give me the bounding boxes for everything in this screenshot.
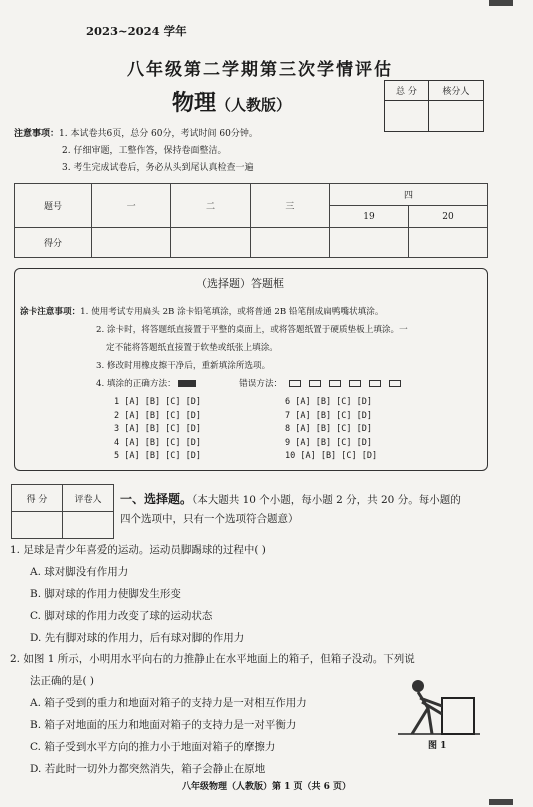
bubbles-left: [114, 396, 201, 464]
note-1: 1. 本试卷共6页，总分 60分，考试时间 60分钟。: [59, 129, 258, 139]
exam-notes: [14, 126, 258, 177]
bubble-row-1[interactable]: 1 [A] [B] [C] [D]: [114, 397, 201, 407]
section-grader-table: [11, 484, 114, 539]
registration-mark-bottom: [489, 799, 513, 805]
score-cell-20[interactable]: [409, 228, 488, 258]
answer-card-notes: [20, 303, 408, 393]
bubble-row-6[interactable]: 6 [A] [B] [C] [D]: [285, 397, 372, 407]
bubbles-right: [285, 396, 377, 464]
row-label-score: 得分: [15, 228, 92, 258]
total-score-cell[interactable]: [385, 101, 429, 132]
score-cell-2[interactable]: [171, 228, 250, 258]
registration-mark-top: [489, 0, 513, 6]
exam-title: 八年级第二学期第三次学情评估: [127, 60, 393, 80]
note-2: 2. 仔细审题，工整作答，保持卷面整洁。: [62, 146, 227, 156]
q1-stem: 1. 足球是青少年喜爱的运动。运动员脚踢球的过程中( ): [10, 544, 266, 556]
col-4: 四: [330, 184, 488, 206]
section-1-title: 一、选择题。: [120, 492, 193, 506]
wrong-box-icon: [369, 380, 381, 387]
grader-reviewer-label: 评卷人: [63, 485, 114, 512]
total-score-box: [384, 80, 484, 132]
q1-option-c: C. 脚对球的作用力改变了球的运动状态: [30, 610, 213, 622]
total-label: 总 分: [385, 81, 429, 101]
school-year: 2023~2024 学年: [86, 24, 187, 38]
answer-card-title: （选择题）答题框: [196, 277, 284, 290]
q1-option-b: B. 脚对球的作用力使脚发生形变: [30, 588, 181, 600]
score-cell-19[interactable]: [330, 228, 409, 258]
wrong-method-label: 错误方法：: [239, 379, 283, 389]
subcol-20: 20: [409, 206, 488, 228]
score-cell-1[interactable]: [92, 228, 171, 258]
note-3: 3. 考生完成试卷后，务必从头到尾认真检查一遍: [62, 163, 254, 173]
section-1-line2: 四个选项中，只有一个选项符合题意）: [120, 513, 299, 525]
section-1-heading: [120, 490, 490, 529]
bubble-row-5[interactable]: 5 [A] [B] [C] [D]: [114, 451, 201, 461]
answer-note-2: 2. 涂卡时，将答题纸直接置于平整的桌面上，或将答题纸置于硬质垫板上填涂。一: [96, 325, 408, 335]
answer-notes-label: 涂卡注意事项：: [20, 307, 81, 317]
bubble-row-8[interactable]: 8 [A] [B] [C] [D]: [285, 424, 372, 434]
q2-stem-line1: 2. 如图 1 所示，小明用水平向右的力推静止在水平地面上的箱子，但箱子没动。下列说: [10, 653, 415, 665]
row-label-question: 题号: [15, 184, 92, 228]
wrong-check-icon: [389, 380, 401, 387]
col-3: 三: [250, 184, 329, 228]
score-cell-3[interactable]: [250, 228, 329, 258]
q2-option-c: C. 箱子受到水平方向的推力小于地面对箱子的摩擦力: [30, 741, 276, 753]
wrong-circle-icon: [309, 380, 321, 387]
bubble-row-10[interactable]: 10 [A] [B] [C] [D]: [285, 451, 378, 461]
wrong-slash-icon: [289, 380, 301, 387]
section-1-line1: （本大题共 10 个小题，每小题 2 分，共 20 分。每小题的: [192, 494, 461, 506]
answer-note-1: 1. 使用考试专用扁头 2B 涂卡铅笔填涂，或将普通 2B 铅笔削成扁鸭嘴状填涂。: [80, 307, 384, 317]
answer-note-3: 3. 修改时用橡皮擦干净后，重新填涂所选项。: [96, 361, 271, 371]
answer-note-4: 4. 填涂的正确方法：: [96, 379, 176, 389]
grader-score-label: 得 分: [12, 485, 63, 512]
q2-stem-line2: 法正确的是( ): [30, 675, 95, 687]
subcol-19: 19: [330, 206, 409, 228]
grader-score-cell[interactable]: [12, 512, 63, 539]
page-footer: 八年级物理（人教版）第 1 页（共 6 页）: [181, 782, 352, 792]
grader-label: 核分人: [428, 81, 483, 101]
bubble-row-7[interactable]: 7 [A] [B] [C] [D]: [285, 410, 372, 421]
grader-cell[interactable]: [428, 101, 483, 132]
figure-1-caption: 图 1: [428, 741, 447, 751]
col-1: 一: [92, 184, 171, 228]
q2-option-a: A. 箱子受到的重力和地面对箱子的支持力是一对相互作用力: [30, 697, 307, 709]
wrong-dash-icon: [349, 380, 361, 387]
q2-option-d: D. 若此时一切外力都突然消失，箱子会静止在原地: [30, 763, 266, 775]
bubble-row-4[interactable]: 4 [A] [B] [C] [D]: [114, 437, 201, 448]
q1-option-d: D. 先有脚对球的作用力，后有球对脚的作用力: [30, 632, 245, 644]
q2-option-b: B. 箱子对地面的压力和地面对箱子的支持力是一对平衡力: [30, 719, 297, 731]
notes-label: 注意事项：: [14, 129, 60, 139]
q1-option-a: A. 球对脚没有作用力: [30, 566, 129, 578]
correct-fill-sample-icon: [178, 380, 196, 387]
answer-note-2b: 定不能将答题纸直接置于软垫或纸张上填涂。: [106, 343, 278, 353]
grader-reviewer-cell[interactable]: [63, 512, 114, 539]
bubble-row-3[interactable]: 3 [A] [B] [C] [D]: [114, 424, 201, 434]
subject-title: 物理（人教版）: [172, 90, 292, 116]
col-2: 二: [171, 184, 250, 228]
figure-1-person-pushing-box: [398, 676, 480, 738]
wrong-cross-icon: [329, 380, 341, 387]
question-score-table: [14, 183, 488, 258]
bubble-row-2[interactable]: 2 [A] [B] [C] [D]: [114, 410, 201, 421]
bubble-row-9[interactable]: 9 [A] [B] [C] [D]: [285, 437, 372, 448]
